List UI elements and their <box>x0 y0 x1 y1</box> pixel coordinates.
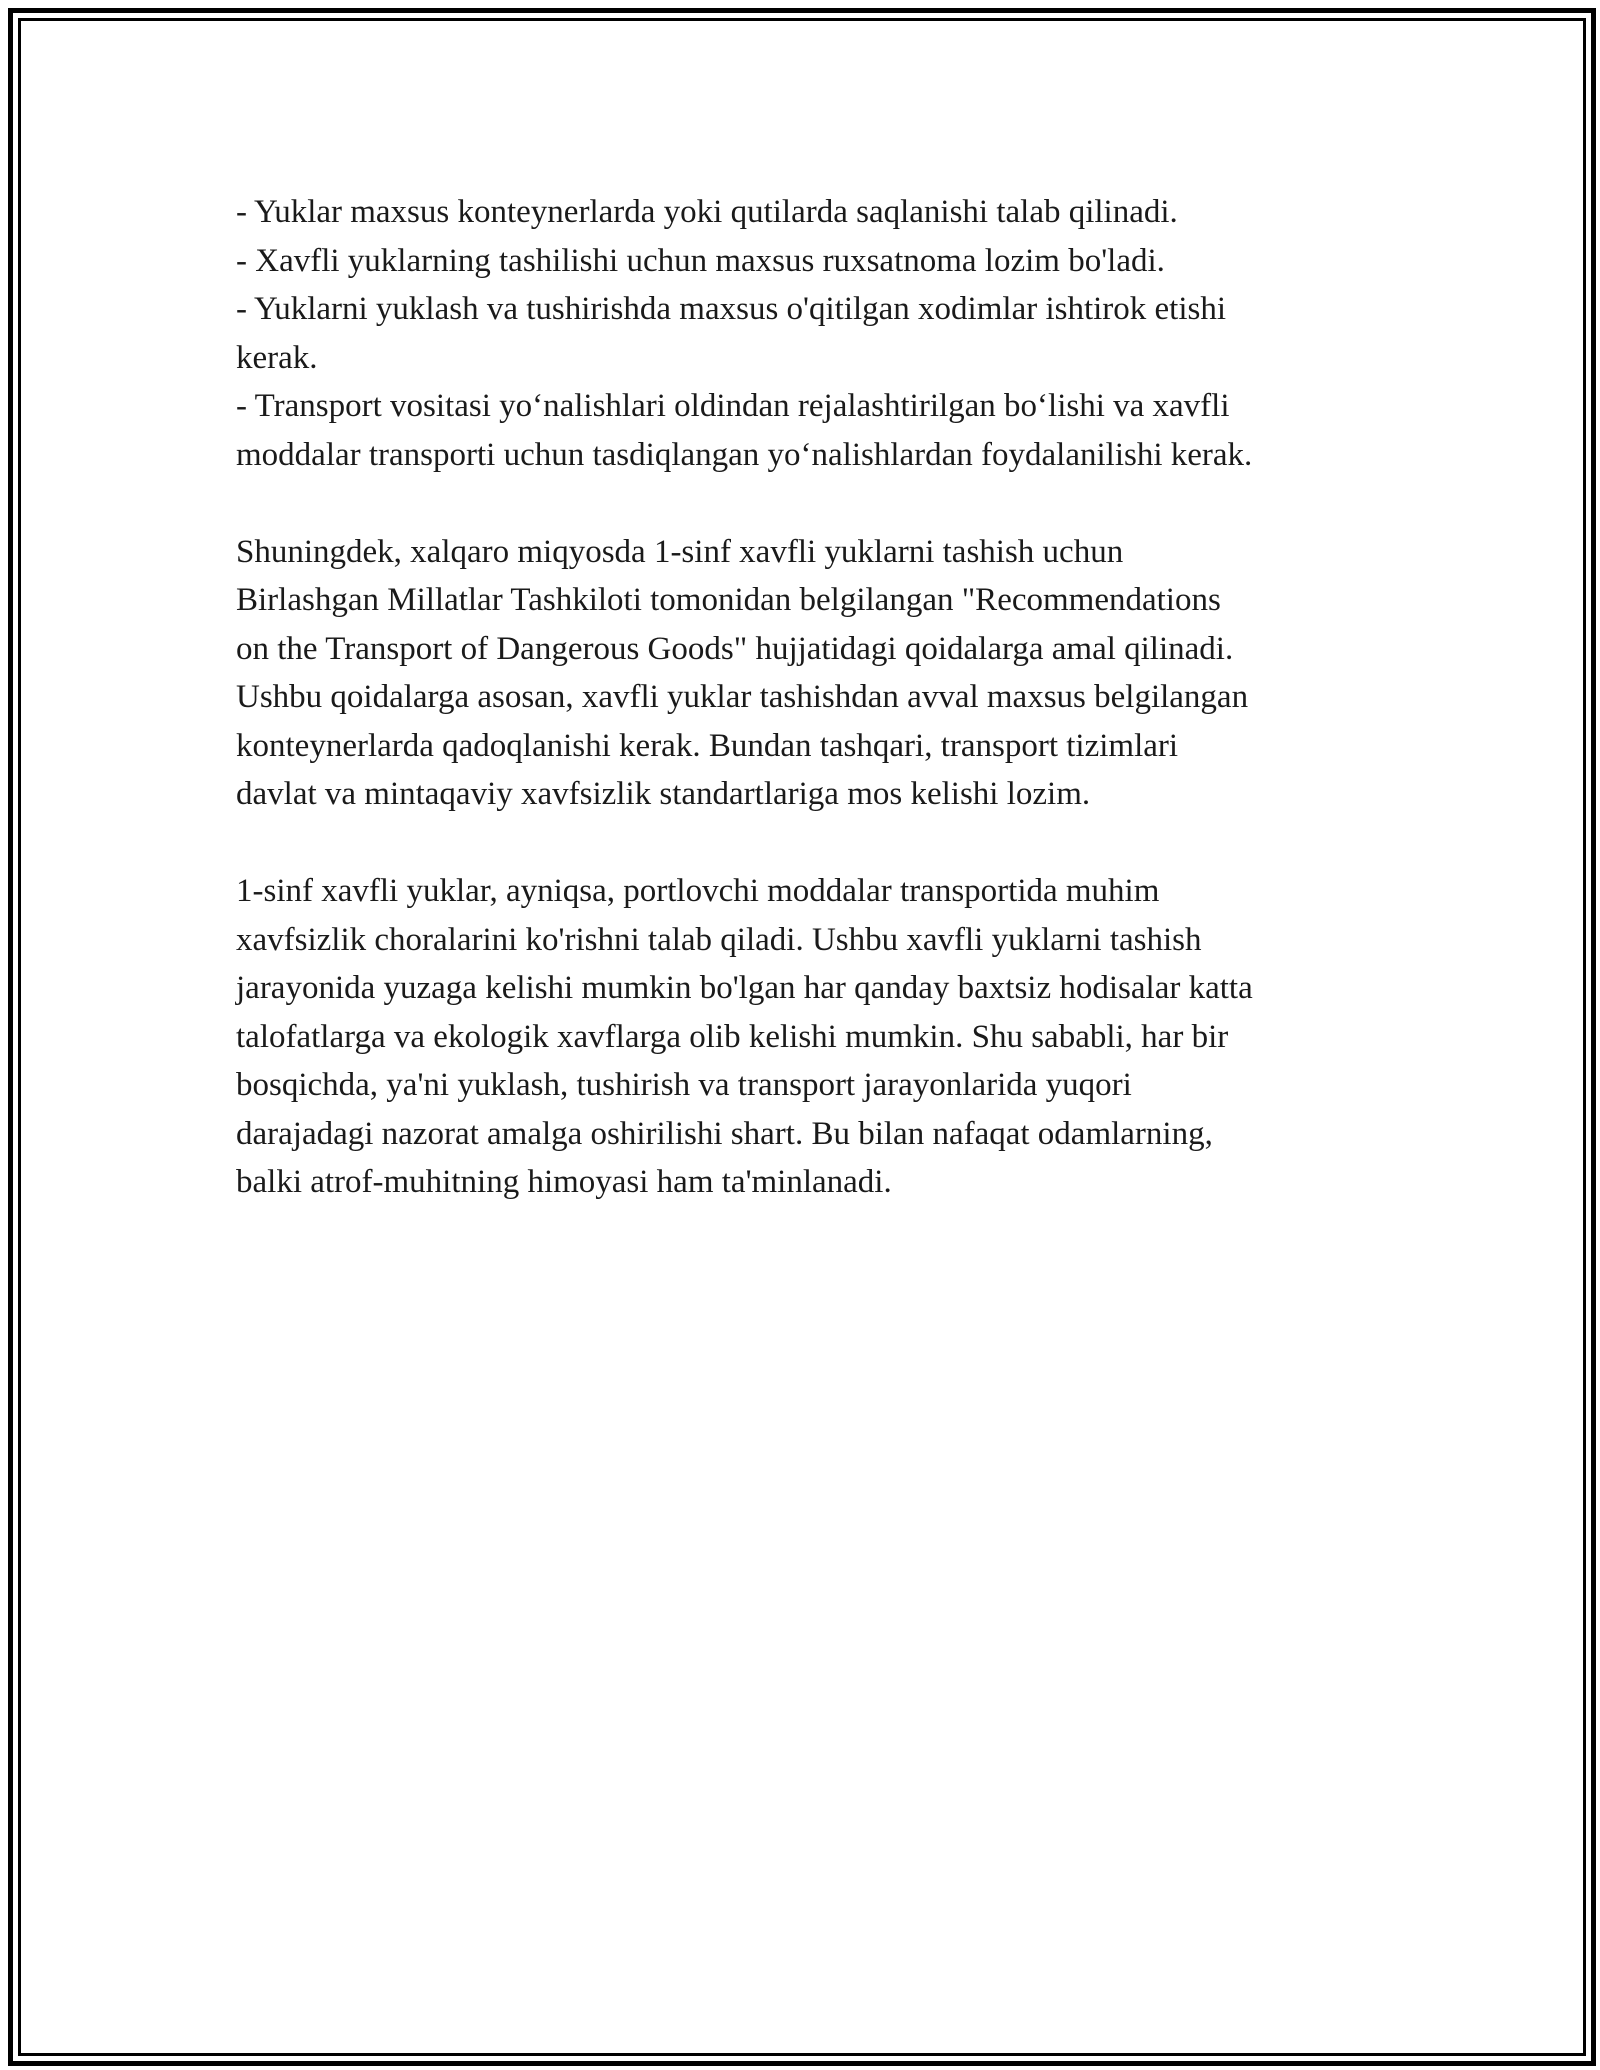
paragraph-2-line-4: talofatlarga va ekologik xavflarga olib kelishi mumkin. Shu sababli, har bir <box>236 1018 1229 1055</box>
paragraph-1-line-5: konteynerlarda qadoqlanishi kerak. Bundan tashqari, transport tizimlari <box>236 727 1179 764</box>
list-item-3-line-1: - Yuklarni yuklash va tushirishda maxsus o'qitilgan xodimlar ishtirok etishi <box>236 291 1227 327</box>
list-item-1-line-1: - Yuklar maxsus konteynerlarda yoki qutilarda saqlanishi talab qilinadi. <box>236 194 1178 230</box>
paragraph-1-line-3: on the Transport of Dangerous Goods" hujjatidagi qoidalarga amal qilinadi. <box>236 630 1234 667</box>
list-item-4-line-2: moddalar transporti uchun tasdiqlangan yo‘nalishlardan foydalanilishi kerak. <box>236 436 1253 473</box>
paragraph-2-line-3: jarayonida yuzaga kelishi mumkin bo'lgan har qanday baxtsiz hodisalar katta <box>236 970 1253 1006</box>
paragraph-2-line-6: darajadagi nazorat amalga oshirilishi shart. Bu bilan nafaqat odamlarning, <box>236 1115 1213 1152</box>
requirements-list <box>236 188 1386 479</box>
list-item-4-line-1: - Transport vositasi yo‘nalishlari oldindan rejalashtirilgan bo‘lishi va xavfli <box>236 388 1230 424</box>
paragraph-safety-measures <box>236 867 1386 1207</box>
paragraph-1-line-4: Ushbu qoidalarga asosan, xavfli yuklar tashishdan avval maxsus belgilangan <box>236 679 1249 715</box>
paragraph-1-line-6: davlat va mintaqaviy xavfsizlik standartlariga mos kelishi lozim. <box>236 776 1091 812</box>
paragraph-2-line-2: xavfsizlik choralarini ko'rishni talab qiladi. Ushbu xavfli yuklarni tashish <box>236 921 1202 958</box>
paragraph-2-line-5: bosqichda, ya'ni yuklash, tushirish va transport jarayonlarida yuqori <box>236 1067 1132 1103</box>
list-item-3-line-2: kerak. <box>236 339 318 376</box>
paragraph-1-line-1: Shuningdek, xalqaro miqyosda 1-sinf xavfli yuklarni tashish uchun <box>236 533 1124 570</box>
paragraph-2-line-1: 1-sinf xavfli yuklar, ayniqsa, portlovchi moddalar transportida muhim <box>236 873 1160 909</box>
paragraph-international-rules <box>236 528 1386 819</box>
paragraph-1-line-2: Birlashgan Millatlar Tashkiloti tomonidan belgilangan "Recommendations <box>236 582 1221 618</box>
list-item-2-line-1: - Xavfli yuklarning tashilishi uchun maxsus ruxsatnoma lozim bo'ladi. <box>236 242 1165 279</box>
paragraph-2-line-7: balki atrof-muhitning himoyasi ham ta'minlanadi. <box>236 1164 892 1200</box>
document-body <box>236 188 1386 1207</box>
